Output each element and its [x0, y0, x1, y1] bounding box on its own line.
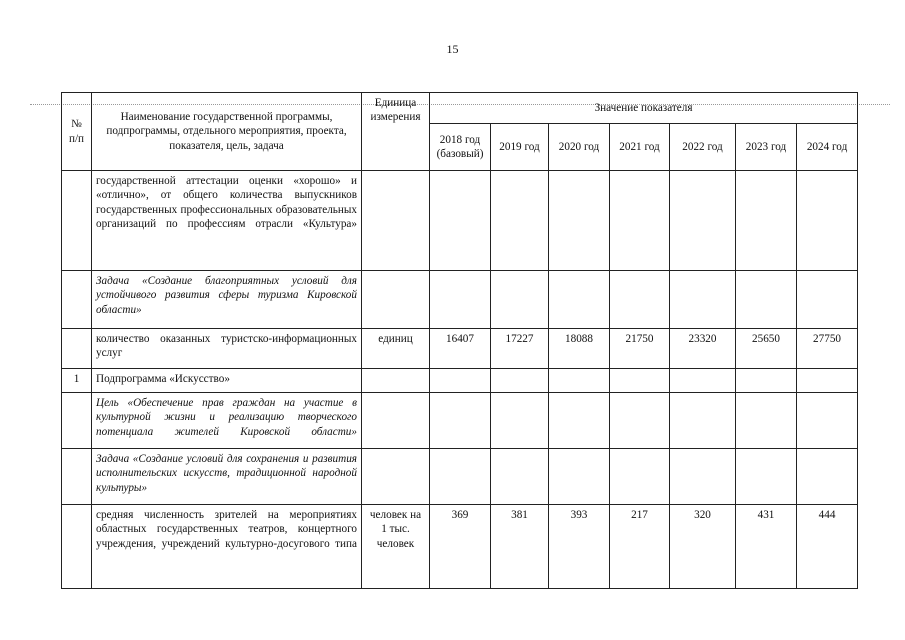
header-year-2019: 2019 год — [491, 124, 549, 171]
row-value — [797, 171, 858, 271]
row-value: 444 — [797, 505, 858, 589]
row-value: 21750 — [610, 329, 670, 369]
row-value: 381 — [491, 505, 549, 589]
row-value — [549, 271, 610, 329]
row-value — [430, 449, 491, 505]
row-num — [62, 505, 92, 589]
row-unit — [362, 449, 430, 505]
header-name: Наименование государственной программы, подпрограммы, отдельного мероприятия, проекта, показателя, цель, задача — [92, 93, 362, 171]
row-value — [491, 171, 549, 271]
row-num — [62, 171, 92, 271]
row-value — [670, 171, 736, 271]
row-value — [610, 369, 670, 393]
table-row — [62, 271, 858, 329]
row-value — [491, 393, 549, 449]
row-value — [736, 171, 797, 271]
row-value — [430, 369, 491, 393]
table-row — [62, 329, 858, 369]
row-value — [736, 271, 797, 329]
row-value: 18088 — [549, 329, 610, 369]
row-value — [491, 449, 549, 505]
row-value: 320 — [670, 505, 736, 589]
row-num: 1 — [62, 369, 92, 393]
row-value — [670, 271, 736, 329]
row-unit: единиц — [362, 329, 430, 369]
row-value: 17227 — [491, 329, 549, 369]
row-value: 369 — [430, 505, 491, 589]
row-value — [797, 449, 858, 505]
row-value — [491, 271, 549, 329]
row-value — [736, 449, 797, 505]
row-value — [549, 449, 610, 505]
row-value — [610, 449, 670, 505]
row-unit — [362, 171, 430, 271]
row-num — [62, 449, 92, 505]
row-value: 431 — [736, 505, 797, 589]
header-num: № п/п — [62, 93, 92, 171]
row-value — [430, 393, 491, 449]
table-row — [62, 171, 858, 271]
header-year-2018: 2018 год (базовый) — [430, 124, 491, 171]
indicator-table — [61, 92, 858, 589]
row-value — [430, 271, 491, 329]
row-value — [670, 449, 736, 505]
header-year-2023: 2023 год — [736, 124, 797, 171]
row-num — [62, 329, 92, 369]
row-value — [491, 369, 549, 393]
row-unit — [362, 271, 430, 329]
row-value — [430, 171, 491, 271]
row-value: 393 — [549, 505, 610, 589]
row-unit — [362, 369, 430, 393]
row-num — [62, 393, 92, 449]
row-unit — [362, 393, 430, 449]
row-goal: Цель «Обеспечение прав граждан на участие в культурной жизни и реализацию творческого потенциала жителей Кировской области» — [92, 393, 362, 449]
header-year-2020: 2020 год — [549, 124, 610, 171]
row-name: государственной аттестации оценки «хорошо» и «отлично», от общего количества выпускников государственных профессиональных образовательных организаций по профессиям отрасли «Культура» — [92, 171, 362, 271]
row-task: Задача «Создание условий для сохранения и развития исполнительских искусств, традиционной народной культуры» — [92, 449, 362, 505]
header-unit: Единица измерения — [362, 93, 430, 171]
row-value — [610, 393, 670, 449]
row-unit: человек на 1 тыс. человек — [362, 505, 430, 589]
table-row — [62, 449, 858, 505]
row-value: 217 — [610, 505, 670, 589]
row-value — [736, 369, 797, 393]
table-row — [62, 393, 858, 449]
row-value — [610, 171, 670, 271]
row-value: 25650 — [736, 329, 797, 369]
row-num — [62, 271, 92, 329]
row-value — [549, 369, 610, 393]
row-value — [549, 171, 610, 271]
header-year-2022: 2022 год — [670, 124, 736, 171]
row-value — [610, 271, 670, 329]
row-subprogram: Подпрограмма «Искусство» — [92, 369, 362, 393]
header-year-2024: 2024 год — [797, 124, 858, 171]
header-year-2021: 2021 год — [610, 124, 670, 171]
header-row-1 — [62, 93, 858, 124]
row-task: Задача «Создание благоприятных условий для устойчивого развития сферы туризма Кировской области» — [92, 271, 362, 329]
row-value: 16407 — [430, 329, 491, 369]
table-row — [62, 369, 858, 393]
row-value: 27750 — [797, 329, 858, 369]
row-value — [549, 393, 610, 449]
row-value — [736, 393, 797, 449]
row-value — [797, 393, 858, 449]
row-value: 23320 — [670, 329, 736, 369]
header-values-group: Значение показателя — [430, 93, 858, 124]
row-value — [797, 369, 858, 393]
table-row — [62, 505, 858, 589]
page-number: 15 — [446, 42, 459, 56]
row-value — [670, 393, 736, 449]
row-name: средняя численность зрителей на мероприятиях областных государственных театров, концертного учреждения, учреждений культурно-досугового типа — [92, 505, 362, 589]
row-value — [797, 271, 858, 329]
row-name: количество оказанных туристско-информационных услуг — [92, 329, 362, 369]
row-value — [670, 369, 736, 393]
